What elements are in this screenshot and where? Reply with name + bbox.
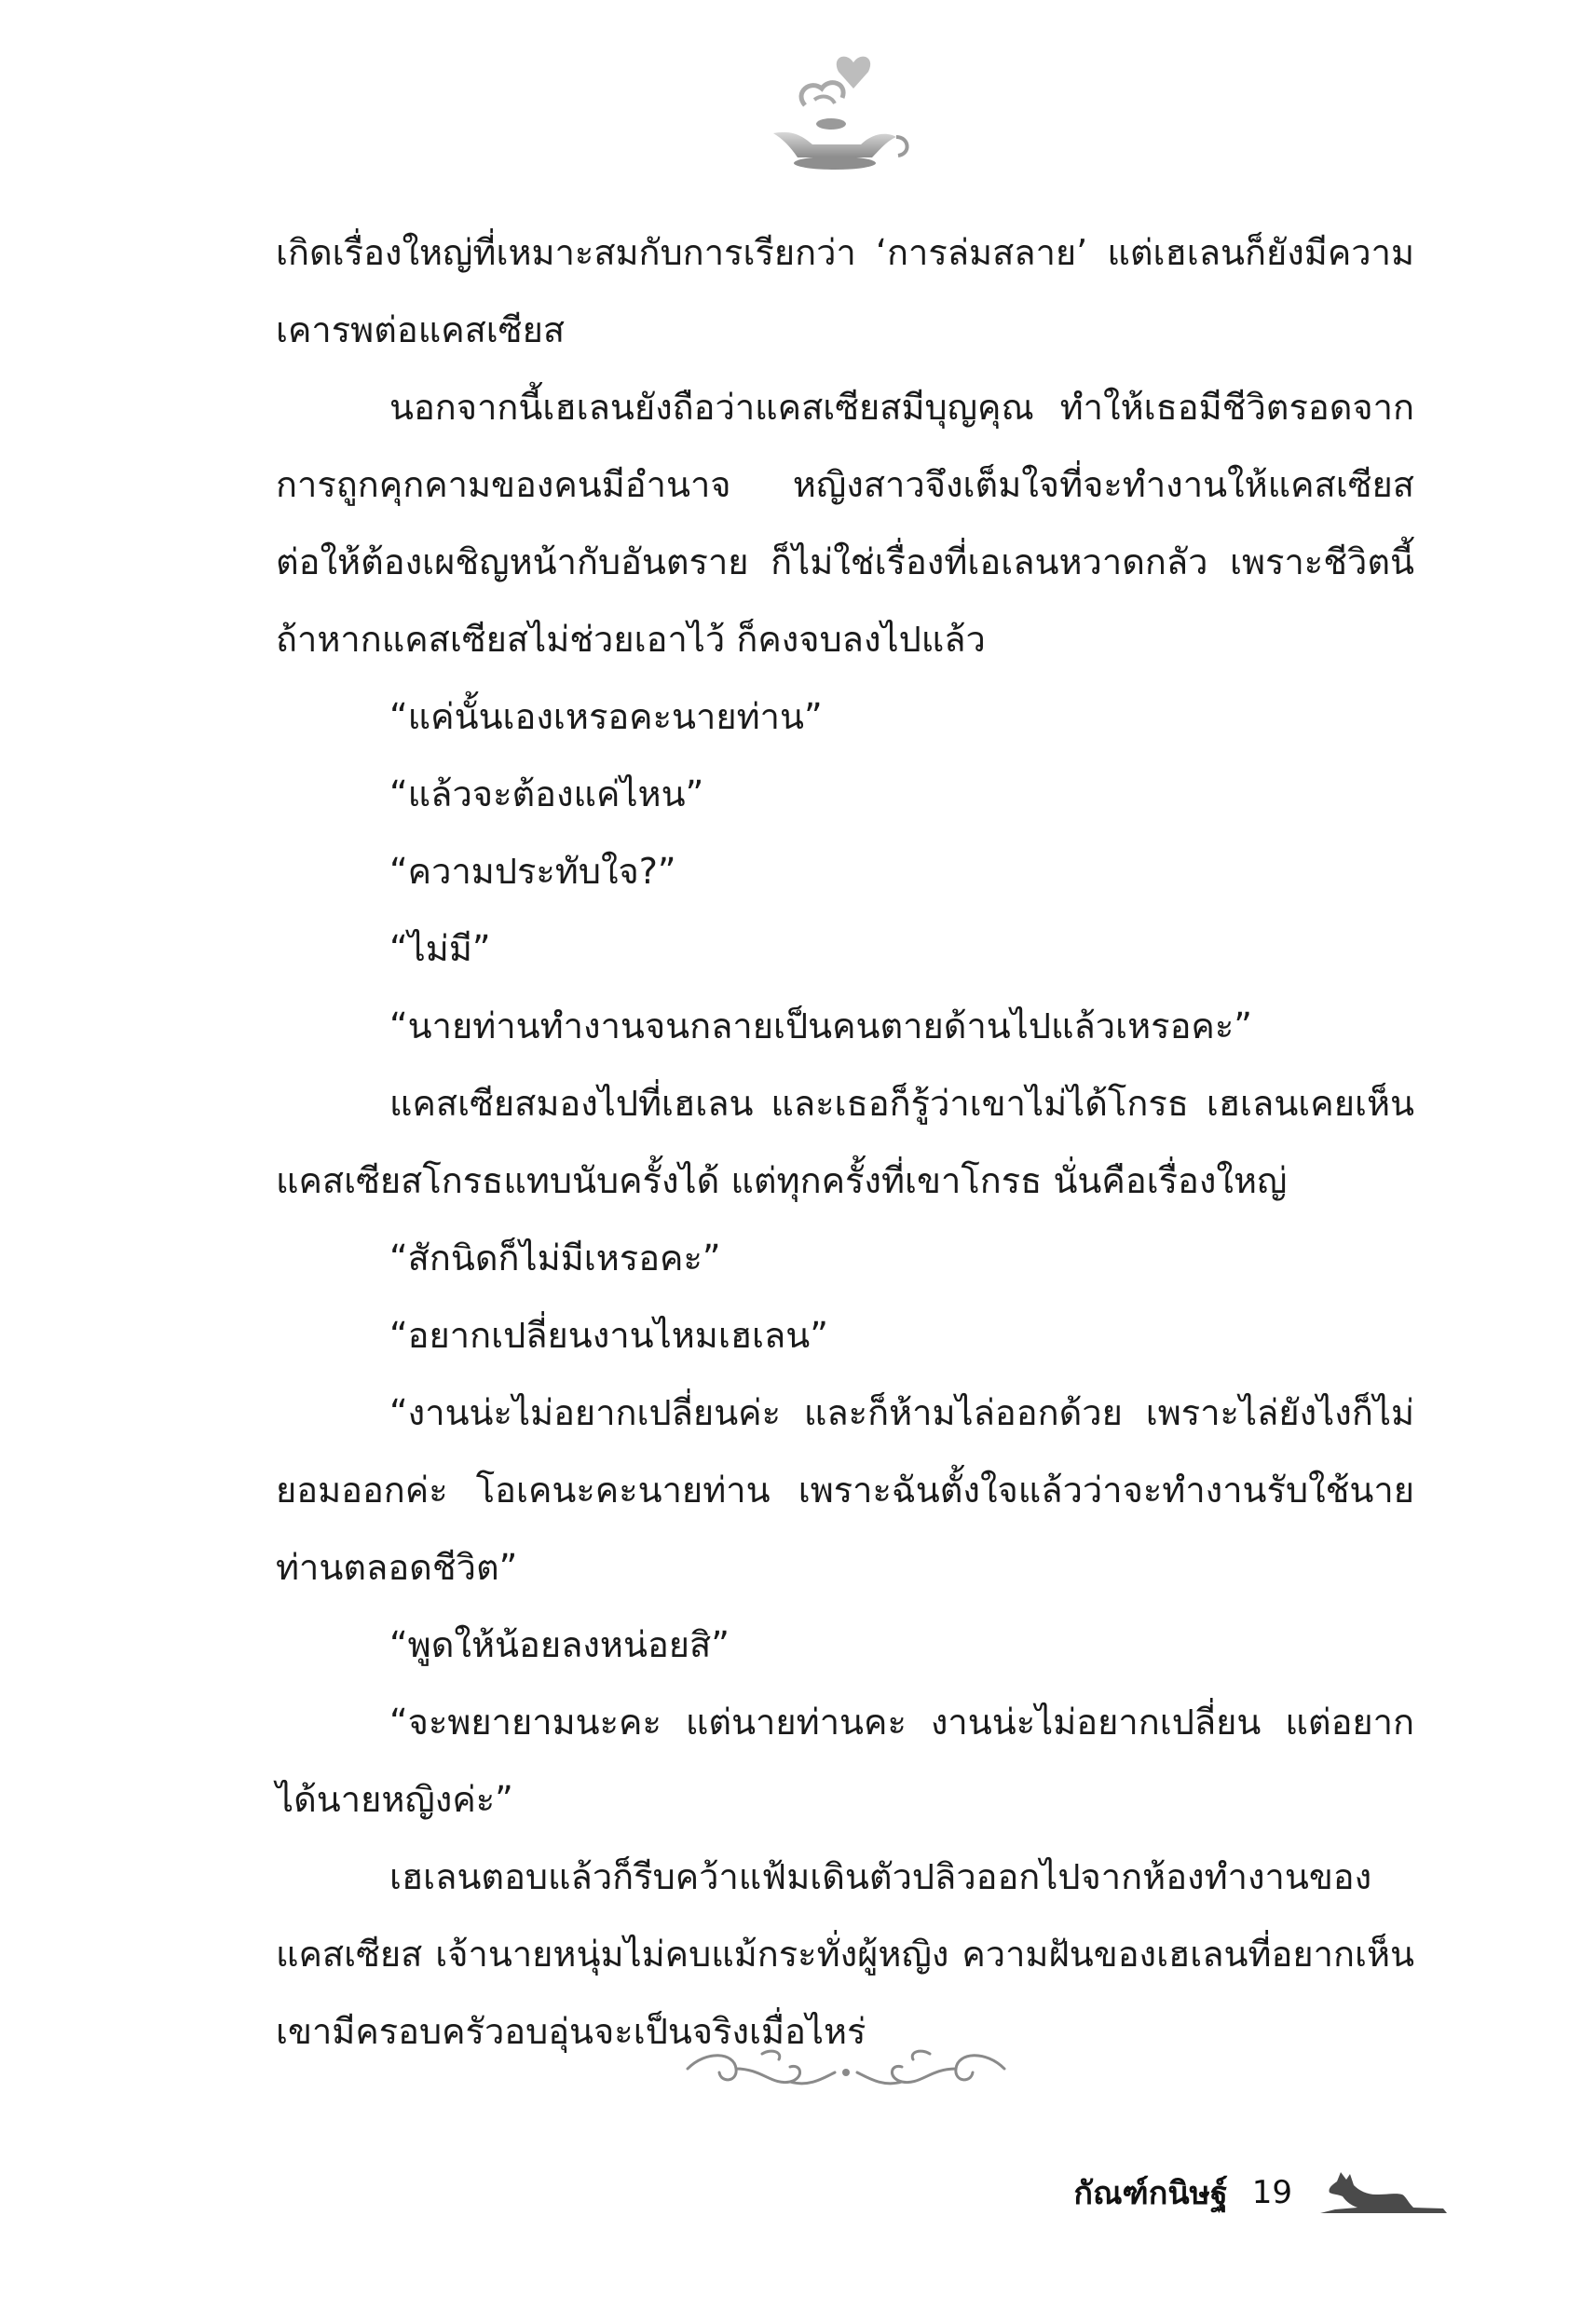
dialogue-line: “นายท่านทำงานจนกลายเป็นคนตายด้านไปแล้วเหรอคะ” bbox=[389, 1005, 1252, 1046]
dialogue-line: “งานน่ะไม่อยากเปลี่ยนค่ะ และก็ห้ามไล่ออกด้วย เพราะไล่ยังไงก็ไม่ยอมออกค่ะ โอเคนะคะนายท่าน เพราะฉันตั้งใจแล้วว่าจะทำงานรับใช้นายท่านตลอดชีวิต” bbox=[276, 1392, 1414, 1588]
dialogue-line: “จะพยายามนะคะ แต่นายท่านคะ งานน่ะไม่อยากเปลี่ยน แต่อยากได้นายหญิงค่ะ” bbox=[276, 1702, 1414, 1820]
dialogue-line: “แค่นั้นเองเหรอคะนายท่าน” bbox=[389, 696, 823, 737]
dialogue-line: “แล้วจะต้องแค่ไหน” bbox=[389, 773, 704, 814]
dialogue-line: “ไม่มี” bbox=[389, 928, 491, 969]
paragraph: เฮเลนตอบแล้วก็รีบคว้าแฟ้มเดินตัวปลิวออกไปจากห้องทำงานของแคสเซียส เจ้านายหนุ่มไม่คบแม้กระทั่งผู้หญิง ความฝันของเฮเลนที่อยากเห็นเขามีครอบครัวอบอุ่นจะเป็นจริงเมื่อไหร่ bbox=[276, 1856, 1414, 2052]
page-number: 19 bbox=[1251, 2173, 1292, 2211]
dialogue-line: “พูดให้น้อยลงหน่อยสิ” bbox=[389, 1624, 730, 1665]
chapter-body-text bbox=[276, 214, 1414, 2071]
dialogue-line: “ความประทับใจ?” bbox=[389, 851, 676, 892]
dialogue-line: “สักนิดก็ไม่มีเหรอคะ” bbox=[389, 1238, 721, 1279]
magic-lamp-icon bbox=[757, 51, 915, 177]
page-footer bbox=[1073, 2167, 1452, 2218]
dialogue-line: “อยากเปลี่ยนงานไหมเฮเลน” bbox=[389, 1315, 828, 1356]
book-title: กัณฑ์กนิษฐ์ bbox=[1073, 2174, 1228, 2212]
flourish-divider-icon bbox=[678, 2041, 1014, 2097]
dog-icon bbox=[1316, 2167, 1452, 2218]
paragraph: เกิดเรื่องใหญ่ที่เหมาะสมกับการเรียกว่า ‘การล่มสลาย’ แต่เฮเลนก็ยังมีความเคารพต่อแคสเซียส bbox=[276, 232, 1414, 350]
paragraph: แคสเซียสมองไปที่เฮเลน และเธอก็รู้ว่าเขาไม่ได้โกรธ เฮเลนเคยเห็นแคสเซียสโกรธแทบนับครั้งได้ แต่ทุกครั้งที่เขาโกรธ นั่นคือเรื่องใหญ่ bbox=[276, 1083, 1414, 1201]
paragraph: นอกจากนี้เฮเลนยังถือว่าแคสเซียสมีบุญคุณ ทำให้เธอมีชีวิตรอดจากการถูกคุกคามของคนมีอำนาจ หญิงสาวจึงเต็มใจที่จะทำงานให้แคสเซียส ต่อให้ต้องเผชิญหน้ากับอันตราย ก็ไม่ใช่เรื่องที่เอเลนหวาดกลัว เพราะชีวิตนี้ ถ้าหากแคสเซียสไม่ช่วยเอาไว้ ก็คงจบลงไปแล้ว bbox=[276, 387, 1414, 660]
